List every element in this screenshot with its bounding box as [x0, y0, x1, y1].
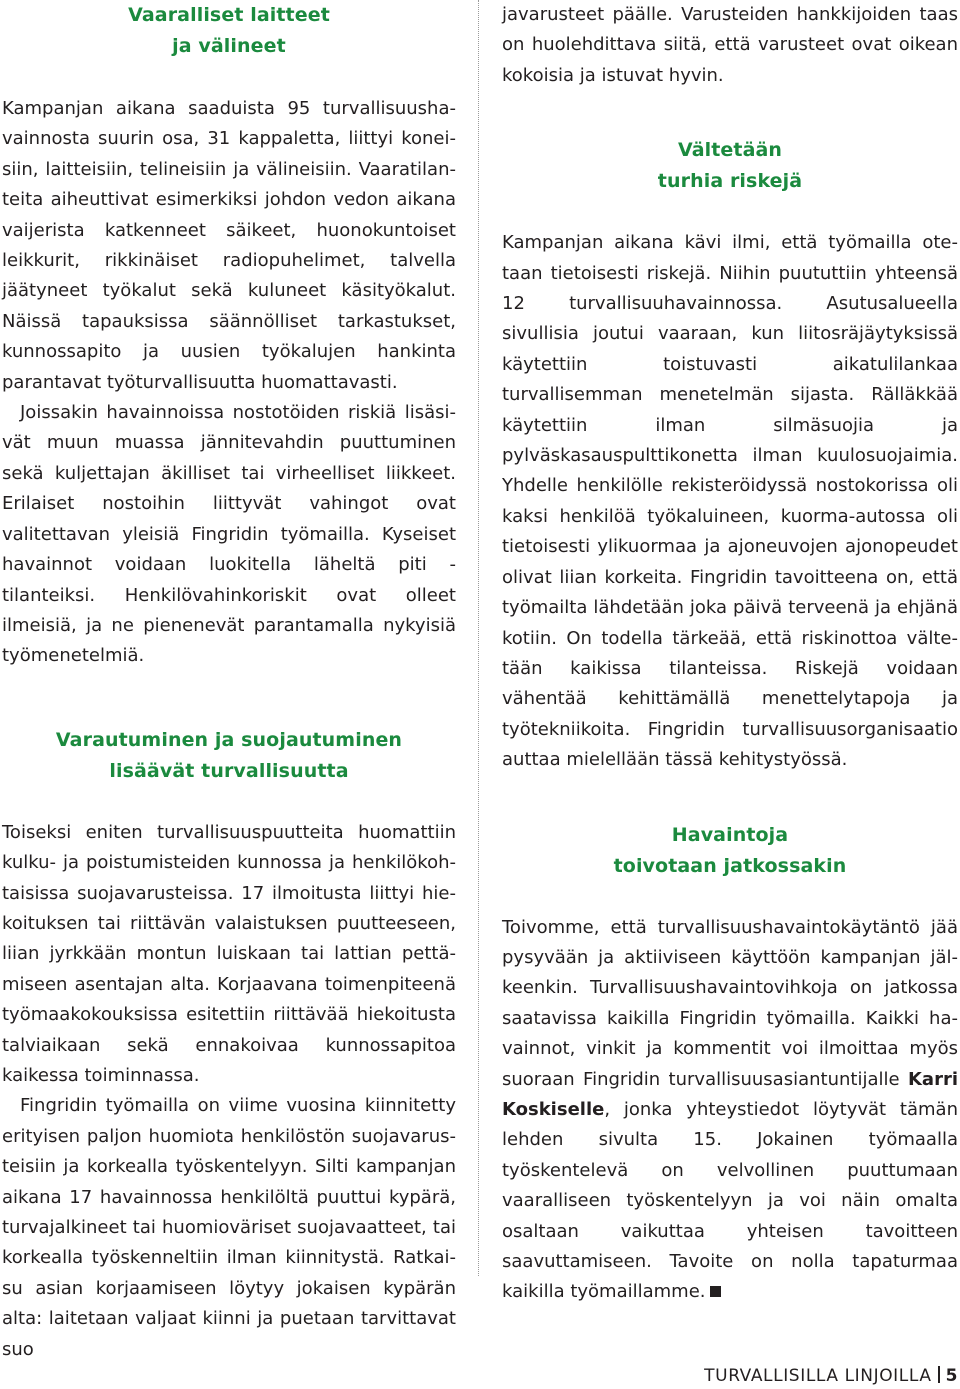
heading-line: Varautuminen ja suojautuminen: [55, 728, 403, 751]
paragraph: [502, 913, 958, 1308]
left-column: [2, 0, 456, 1365]
heading-line: ja välineet: [172, 35, 286, 57]
paragraph: Toiseksi eniten turvallisuuspuutteita huomattiin kulku- ja poistumisteiden kunnossa ja henkilökohtaisissa suojavarusteissa. 17 ilmoitusta liittyi hiekoituksen tai riittävän valaistuksen puutteeseen, liian jyrkkään montun luiskaan tai lattian pettämiseen asentajan alta. Korjaavana toimenpiteenä työmaakokouksissa esitettiin riittävää hiekoitusta talviaikaan sekä ennakoivaa kunnossapitoa kaikessa toiminnassa.: [2, 821, 456, 1086]
contact-name: Karri Koskiselle: [502, 1068, 958, 1120]
heading-line: turhia riskejä: [657, 170, 803, 193]
heading-line: lisäävät turvallisuutta: [109, 759, 349, 782]
paragraph: Fingridin työmailla on viime vuosina kiinnitetty erityisen paljon huomiota henkilöstön suojavarusteisiin ja korkealla työskentelyyn. Silti kampanjan aikana 17 havainnossa henkilöltä puuttui kypärä, turvajalkineet tai huomioväriset suojavaatteet, tai korkealla työskenneltiin ilman kiinnitystä. Ratkaisu asian korjaamiseen löytyy jokaisen kypärän alta: laitetaan valjaat kiinni ja puetaan tarvittavat suo: [2, 1095, 456, 1360]
paragraph: Kampanjan aikana saaduista 95 turvallisuushavainnosta suurin osa, 31 kappaletta, liittyi koneisiin, laitteisiin, telineisiin ja välineisiin. Vaaratilanteita aiheuttivat esimerkiksi johdon vedon aikana vaijerista katkenneet säikeet, huonokuntoiset leikkurit, rikkinäiset radiopuhelimet, talvella jäätyneet työkalut sekä kuluneet käsityökalut. Näissä tapauksissa säännölliset tarkastukset, kunnossapito ja uusien työkalujen hankinta parantavat työturvallisuutta huomattavasti.: [2, 98, 456, 393]
page-footer: [704, 1366, 958, 1386]
heading-line: Havaintoja: [671, 823, 789, 846]
paragraph-text: , jonka yhteystiedot löytyvät tämän lehden sivulta 15. Jokainen työmaalla työskentelevä on velvollinen puuttumaan vaaralliseen työskentelyyn ja voi näin omalta osaltaan vaikuttaa yhteisen tavoitteen saavuttamiseen. Tavoite on nolla tapaturmaa kaikilla työmaillamme.: [502, 1098, 958, 1303]
section-heading-valtetaan: [502, 135, 958, 197]
heading-line: Vaaralliset laitteet: [128, 4, 330, 26]
paragraph-text: Toivomme, että turvallisuushavaintokäytäntö jää pysyvään ja aktiiviseen käyttöön kampanjan jälkeenkin. Turvallisuushavaintovihkoja on jatkossa saatavissa kaikilla Fingridin työmailla. Kaikki havainnot, vinkit ja kommentit voi ilmoittaa myös suoraan Fingridin turvallisuusasiantuntijalle: [502, 916, 958, 1090]
heading-line: toivotaan jatkossakin: [613, 854, 847, 877]
paragraph: javarusteet päälle. Varusteiden hankkijoiden taas on huolehdittava siitä, että varusteet ovat oikean kokoisia ja istuvat hyvin.: [502, 4, 958, 86]
section-heading-varautuminen: [2, 725, 456, 787]
end-of-article-mark: [710, 1286, 721, 1297]
right-column: [502, 0, 958, 1308]
heading-line: Vältetään: [677, 139, 783, 162]
section-heading-laitteet: [2, 0, 456, 62]
column-divider: [478, 0, 479, 1276]
section-heading-havaintoja: [502, 820, 958, 882]
magazine-name: TURVALLISILLA LINJOILLA: [704, 1366, 932, 1386]
paragraph: Kampanjan aikana kävi ilmi, että työmailla otetaan tietoisesti riskejä. Niihin puututtiin yhteensä 12 turvallisuuhavainnossa. Asutusalueella sivullisia joutui vaaraan, kun liitosräjäytyksissä käytettiin toistuvasti aikatulilankaa turvallisemman menetelmän sijasta. Rälläkkää käytettiin ilman silmäsuojia ja pylväskasauspulttikonetta ilman kuulosuojaimia. Yhdelle henkilölle rekisteröidyssä nostokorissa oli kaksi henkilöä työkaluineen, kuorma-autossa oli tietoisesti ylikuormaa ja ajoneuvojen ajonopeudet olivat liian korkeita. Fingridin tavoitteena on, että työmailta lähdetään joka päivä terveenä ja ehjänä kotiin. On todella tärkeää, että riskinottoa vältetään kaikissa tilanteissa. Riskejä voidaan vähentää kehittämällä menettelytapoja ja työtekniikoita. Fingridin turvallisuusorganisaatio auttaa mielellään tässä kehitystyössä.: [502, 232, 958, 771]
page-number: 5: [945, 1366, 958, 1386]
footer-separator: [938, 1366, 940, 1383]
paragraph: Joissakin havainnoissa nostotöiden riskiä lisäsivät muun muassa jännitevahdin puuttuminen sekä kuljettajan äkilliset tai virheelliset liikkeet. Erilaiset nostoihin liittyvät vahingot ovat valitettavan yleisiä Fingridin työmailla. Kyseiset havainnot voidaan luokitella läheltä piti -tilanteiksi. Henkilövahinkoriskit ovat olleet ilmeisiä, ja ne pienenevät parantamalla nykyisiä työmenetelmiä.: [2, 402, 456, 667]
